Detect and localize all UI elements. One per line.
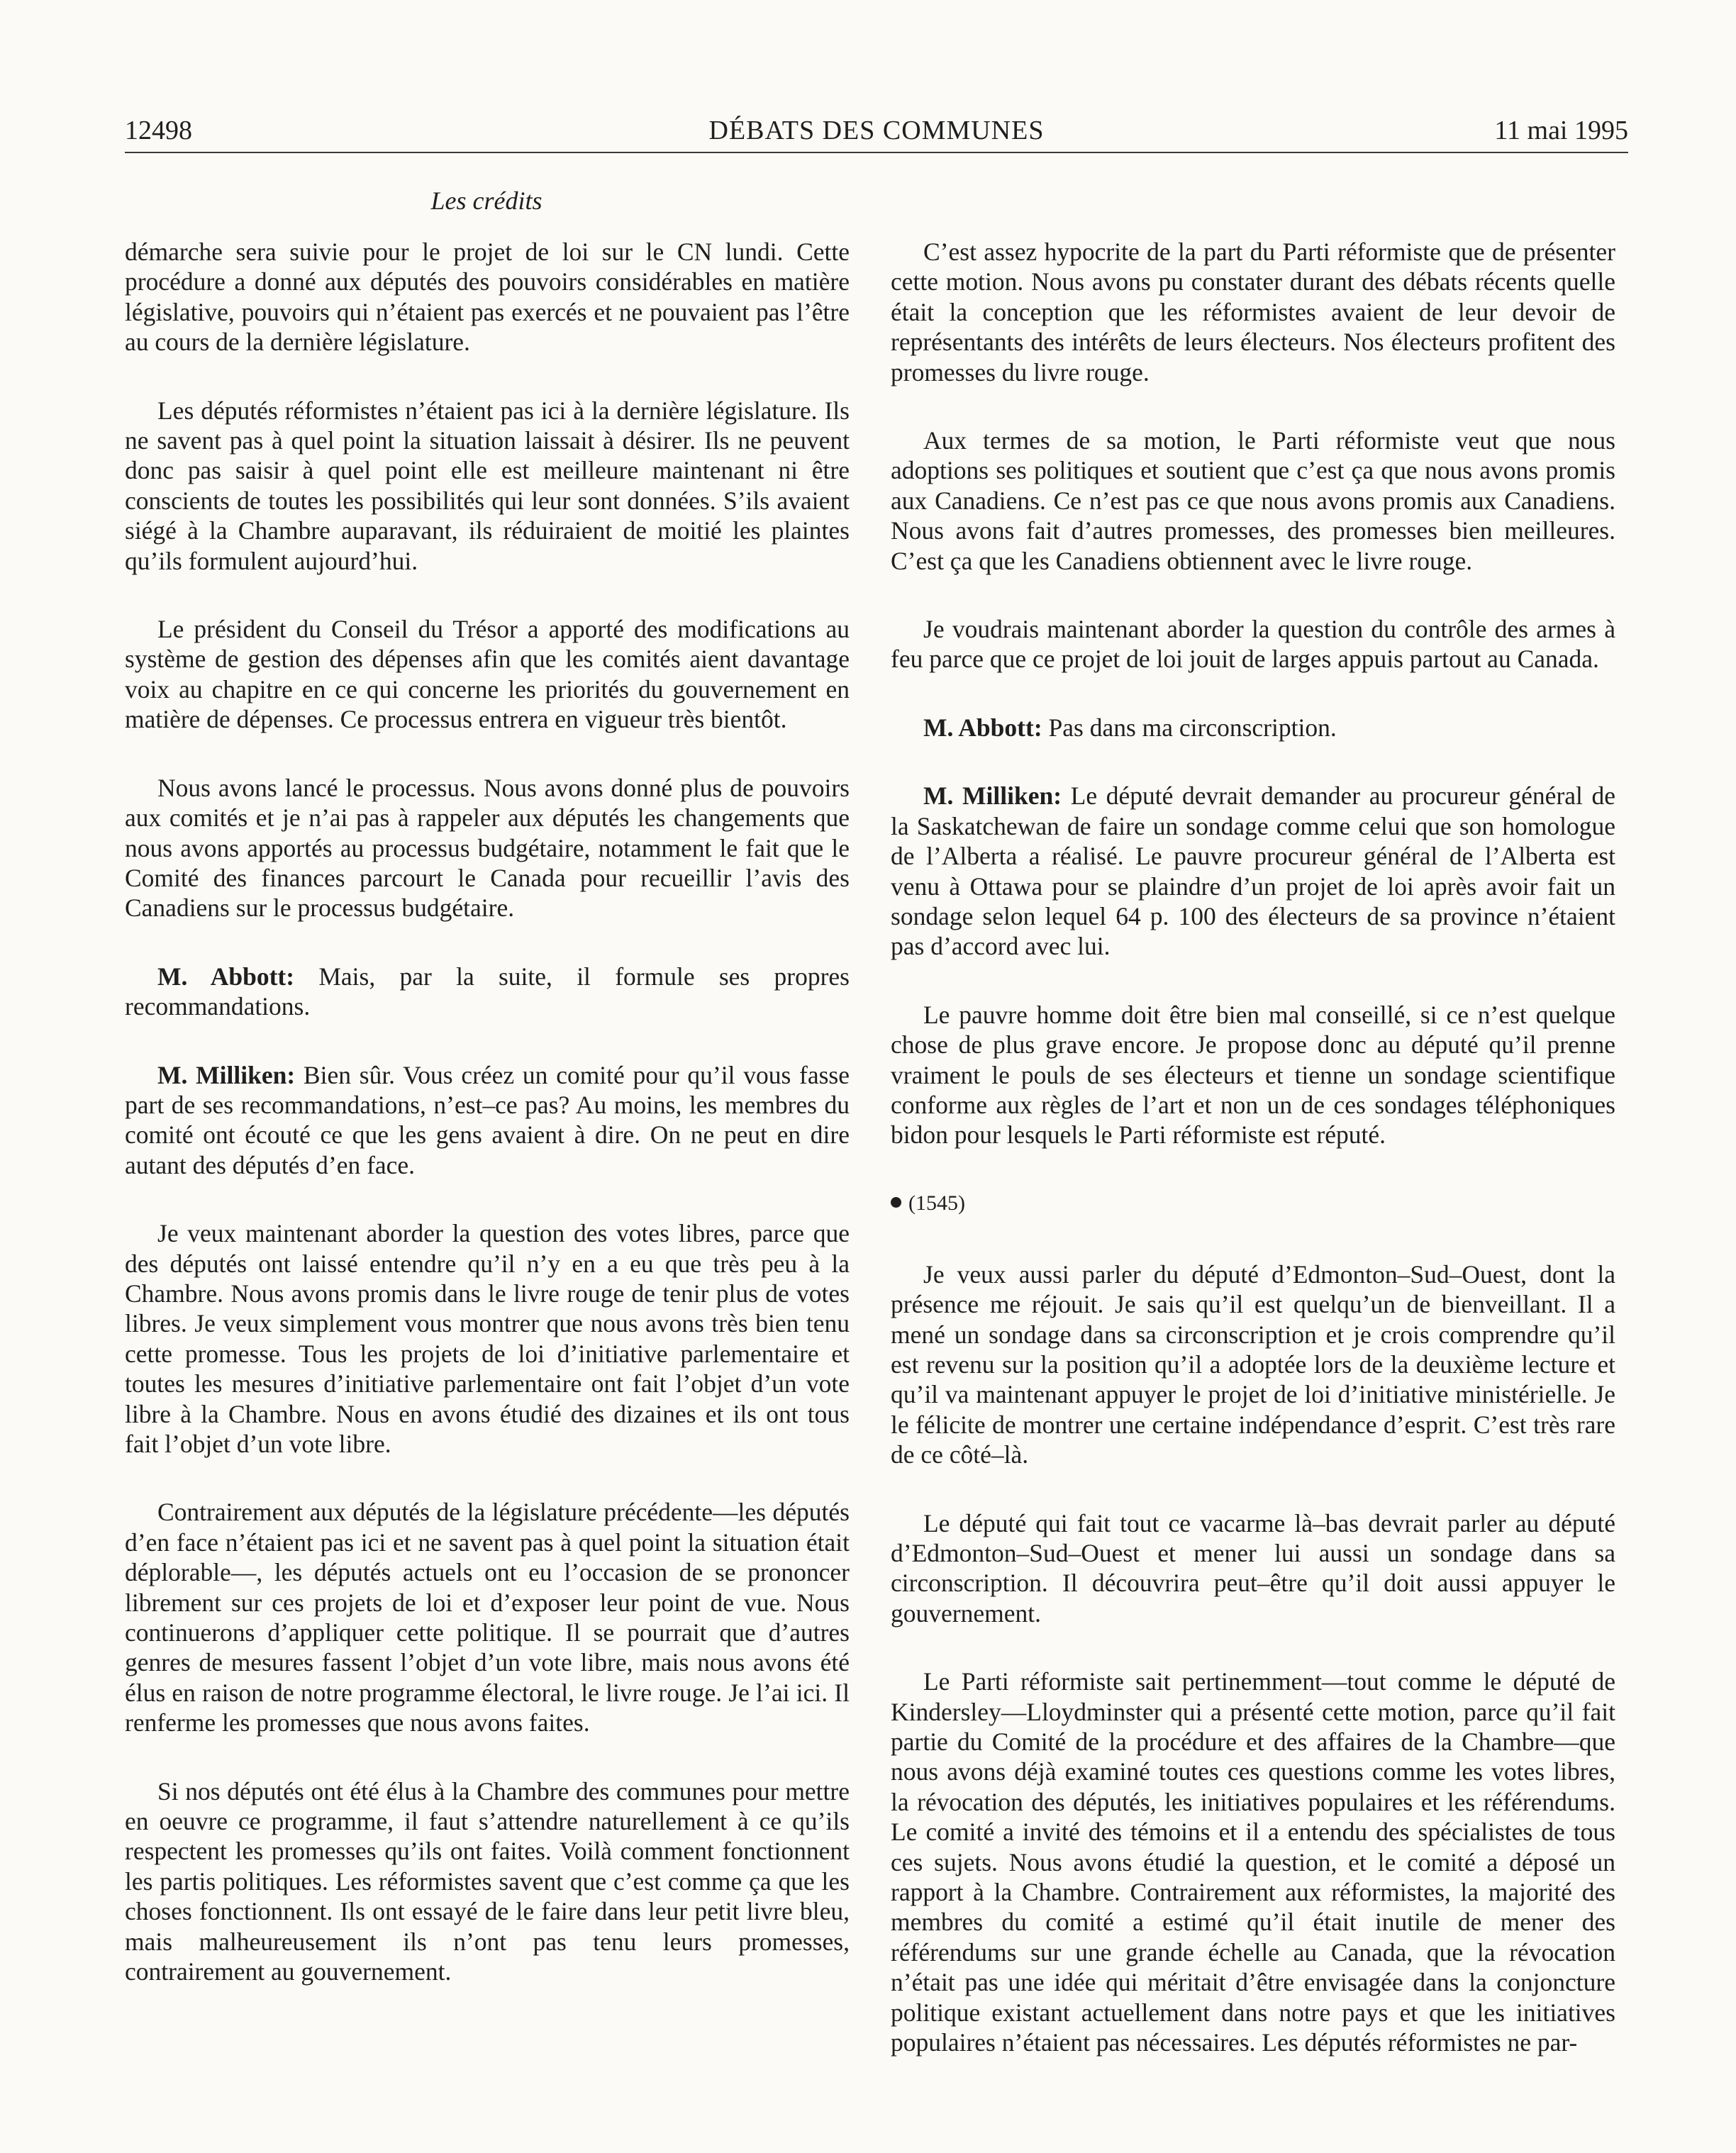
time-marker: (1545) (891, 1189, 1615, 1218)
paragraph: Si nos députés ont été élus à la Chambre des communes pour mettre en oeuvre ce programme, il faut s’attendre naturellement à ce qu’ils respectent les promesses qu’ils ont faites. Voilà comment fonctionnent les partis politiques. Les réformistes savent que c’est comme ça que les choses fonctionnent. Ils ont essayé de le faire dans leur petit livre bleu, mais malheureusement ils n’ont pas tenu leurs promesses, contrairement au gouvernement. (125, 1776, 850, 1986)
publication-date: 11 mai 1995 (1494, 116, 1628, 145)
paragraph: Je veux maintenant aborder la question des votes libres, parce que des députés ont laissé entendre qu’il n’y en a eu que très peu à la Chambre. Nous avons promis dans le livre rouge de tenir plus de votes libres. Je veux simplement vous montrer que nous avons très bien tenu cette promesse. Tous les projets de loi d’initiative parlementaire et toutes les mesures d’initiative parlementaire ont fait l’objet d’un vote libre à la Chambre. Nous en avons étudié des dizaines et ils ont tous fait l’objet d’un vote libre. (125, 1219, 850, 1458)
left-column (125, 237, 850, 2025)
speaker-name: M. Abbott: (157, 962, 295, 991)
section-title: Les crédits (430, 187, 542, 215)
publication-title: DÉBATS DES COMMUNES (708, 116, 1045, 145)
paragraph: Contrairement aux députés de la législature précédente—les députés d’en face n’étaient pas ici et ne savent pas à quel point la situation était déplorable—, les députés actuels ont eu l’occasion de se prononcer librement sur ces projets de loi et d’exposer leur point de vue. Nous continuerons d’appliquer cette politique. Il se pourrait que d’autres genres de mesures fassent l’objet d’un vote libre, mais nous avons été élus en raison de notre programme électoral, le livre rouge. Je l’ai ici. Il renferme les promesses que nous avons faites. (125, 1498, 850, 1737)
paragraph: C’est assez hypocrite de la part du Parti réformiste que de présenter cette motion. Nous avons pu constater durant des débats récents quelle était la conception que les réformistes avaient de leur devoir de représentants des intérêts de leurs électeurs. Nos électeurs profitent des promesses du livre rouge. (891, 238, 1615, 386)
page-number: 12498 (125, 116, 192, 145)
speech-paragraph: M. Milliken: Bien sûr. Vous créez un comité pour qu’il vous fasse part de ses recommandations, n’est–ce pas? Au moins, les membres du comité ont écouté ce que les gens avaient à dire. On ne peut en dire autant des députés d’en face. (125, 1060, 850, 1179)
paragraph: Je veux aussi parler du député d’Edmonton–Sud–Ouest, dont la présence me réjouit. Je sais qu’il est quelqu’un de bienveillant. Il a mené un sondage dans sa circonscription et je crois comprendre qu’il est revenu sur la position qu’il a adoptée lors de la deuxième lecture et qu’il va maintenant appuyer le projet de loi d’initiative ministérielle. Je le félicite de montrer une certaine indépendance d’esprit. C’est très rare de ce côté–là. (891, 1259, 1615, 1469)
bullet-icon (891, 1197, 901, 1208)
speech-paragraph: M. Abbott: Pas dans ma circonscription. (923, 713, 1337, 742)
paragraph: Je voudrais maintenant aborder la question du contrôle des armes à feu parce que ce projet de loi jouit de larges appuis partout au Canada. (891, 615, 1615, 674)
paragraph: démarche sera suivie pour le projet de loi sur le CN lundi. Cette procédure a donné aux députés des pouvoirs considérables en matière législative, pouvoirs qui n’étaient pas exercés et ne pouvaient pas l’être au cours de la dernière législature. (125, 238, 850, 357)
right-column (891, 237, 1615, 2096)
paragraph: Aux termes de sa motion, le Parti réformiste veut que nous adoptions ses politiques et soutient que c’est ça que nous avons promis aux Canadiens. Ce n’est pas ce que nous avons promis aux Canadiens. Nous avons fait d’autres promesses, des promesses bien meilleures. C’est ça que les Canadiens obtiennent avec le livre rouge. (891, 426, 1615, 575)
paragraph: Le député qui fait tout ce vacarme là–bas devrait parler au député d’Edmonton–Sud–Ouest et mener lui aussi un sondage dans sa circonscription. Il découvrira peut–être qu’il doit aussi appuyer le gouvernement. (891, 1508, 1615, 1628)
speaker-name: M. Abbott: (923, 713, 1042, 742)
speech-paragraph: M. Abbott: Mais, par la suite, il formule ses propres recommandations. (125, 962, 850, 1021)
paragraph: Le Parti réformiste sait pertinemment—tout comme le député de Kindersley—Lloydminster qui a présenté cette motion, parce qu’il fait partie du Comité de la procédure et des affaires de la Chambre—que nous avons déjà examiné toutes ces questions comme les votes libres, la révocation des députés, les initiatives populaires et les référendums. Le comité a invité des témoins et il a entendu des spécialistes de tous ces sujets. Nous avons étudié la question, et le comité a déposé un rapport à la Chambre. Contrairement aux réformistes, la majorité des membres du comité a estimé qu’il était inutile de mener des référendums sur une grande échelle au Canada, que la révocation n’était pas une idée qui méritait d’être envisagée dans la conjoncture politique existant actuellement dans notre pays et que les initiatives populaires n’étaient pas nécessaires. Les députés réformistes ne par- (891, 1667, 1615, 2057)
paragraph: Le président du Conseil du Trésor a apporté des modifications au système de gestion des dépenses afin que les comités aient davantage voix au chapitre en ce qui concerne les priorités du gouvernement en matière de dépenses. Ce processus entrera en vigueur très bientôt. (125, 615, 850, 734)
paragraph: Nous avons lancé le processus. Nous avons donné plus de pouvoirs aux comités et je n’ai pas à rappeler aux députés les changements que nous avons apportés au processus budgétaire, notamment le fait que le Comité des finances parcourt le Canada pour recueillir l’avis des Canadiens sur le processus budgétaire. (125, 773, 850, 923)
speech-paragraph: M. Milliken: Le député devrait demander au procureur général de la Saskatchewan de faire un sondage comme celui que son homologue de l’Alberta a réalisé. Le pauvre procureur général de l’Alberta est venu à Ottawa pour se plaindre d’un projet de loi après avoir fait un sondage selon lequel 64 p. 100 des électeurs de sa province n’étaient pas d’accord avec lui. (891, 781, 1616, 961)
speaker-name: M. Milliken: (923, 781, 1062, 811)
page-header (125, 109, 1628, 152)
paragraph: Le pauvre homme doit être bien mal conseillé, si ce n’est quelque chose de plus grave encore. Je propose donc au député qu’il prenne vraiment le pouls de ses électeurs et tienne un sondage scientifique conforme aux règles de l’art et non un de ces sondages téléphoniques bidon pour lesquels le Parti réformiste est réputé. (891, 1000, 1615, 1150)
paragraph: Les députés réformistes n’étaient pas ici à la dernière législature. Ils ne savent pas à quel point la situation laissait à désirer. Ils ne peuvent donc pas saisir à quel point elle est meilleure maintenant ni être conscients de toutes les possibilités qui leur sont données. S’ils avaient siégé à la Chambre auparavant, ils réduiraient de moitié les plaintes qu’ils formulent aujourd’hui. (125, 396, 850, 575)
speaker-name: M. Milliken: (157, 1060, 296, 1089)
header-rule (125, 152, 1628, 153)
